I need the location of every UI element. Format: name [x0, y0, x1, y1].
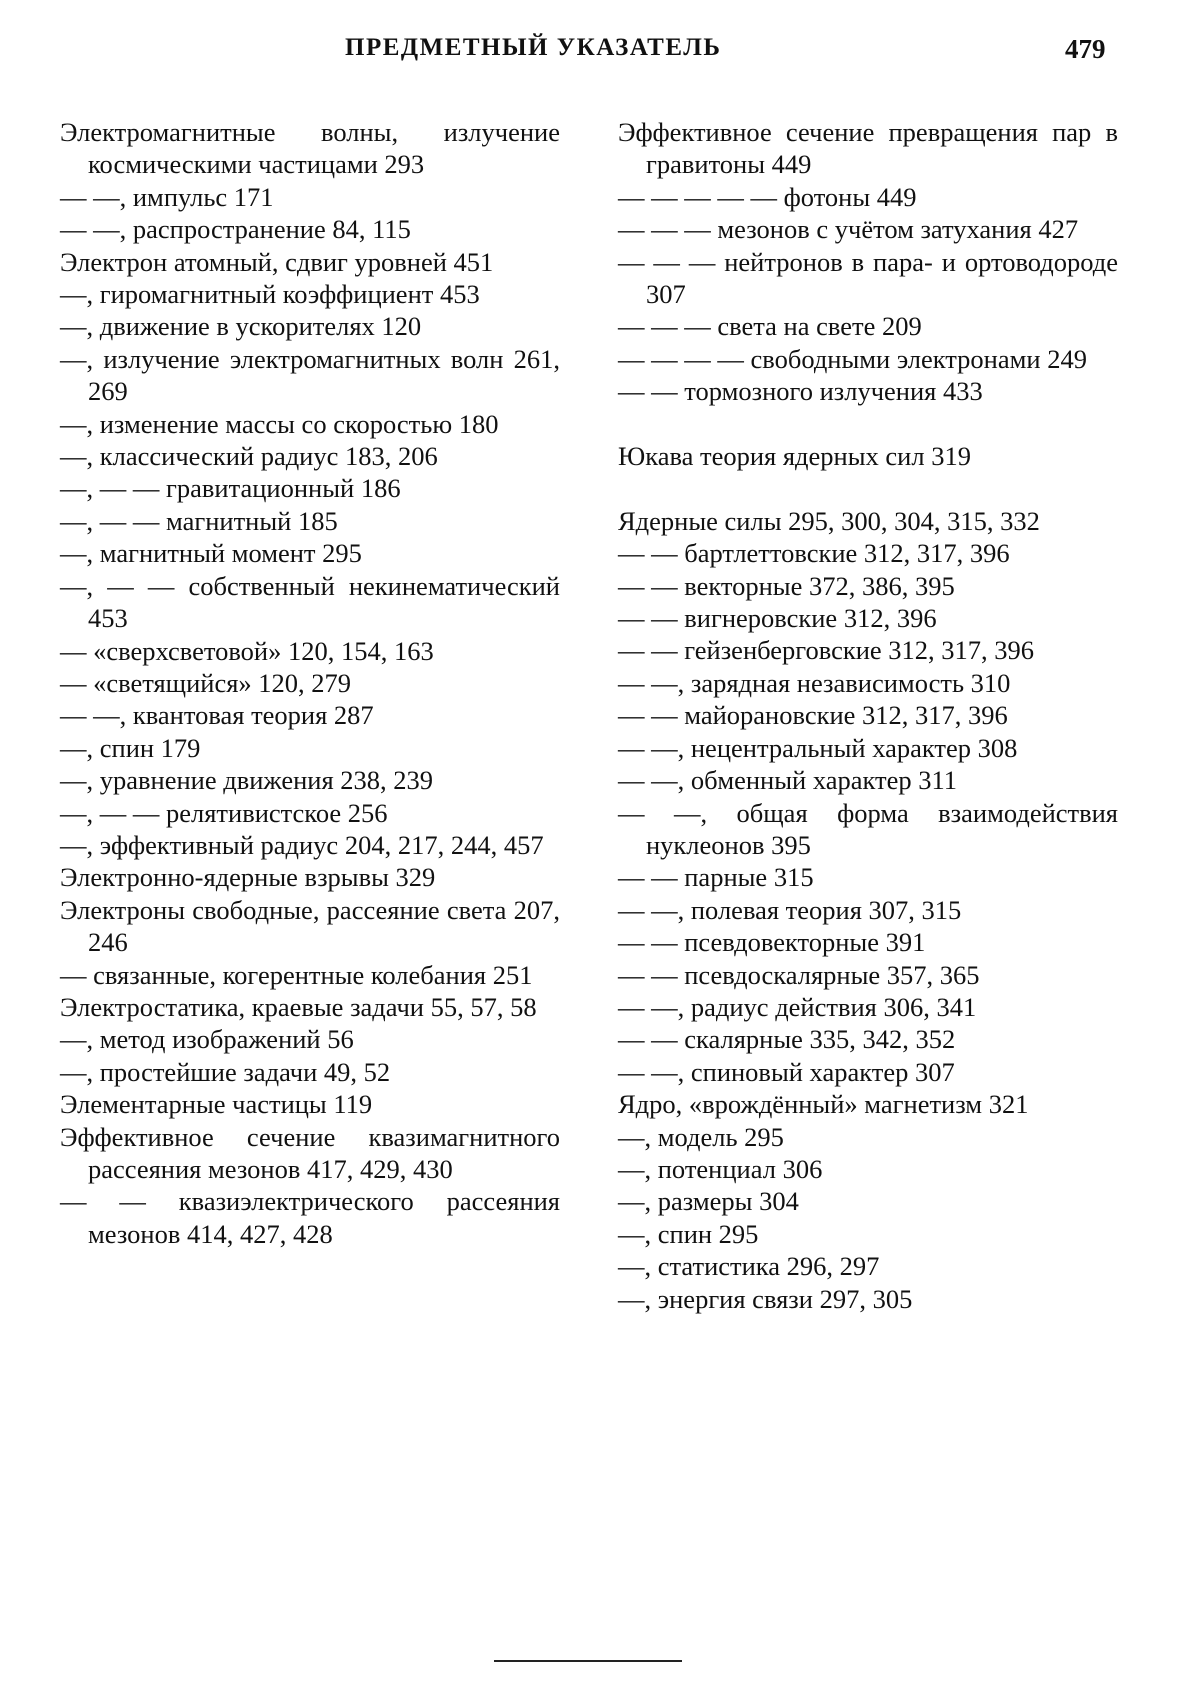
index-entry: Элементарные частицы 119 [60, 1089, 373, 1120]
running-title: ПРЕДМЕТНЫЙ УКАЗАТЕЛЬ [345, 34, 722, 61]
index-entry: —, спин 295 [618, 1218, 759, 1249]
page-header [0, 34, 1200, 74]
index-entry: Электростатика, краевые задачи 55, 57, 58 [60, 991, 537, 1022]
index-entry: Электронно-ядерные взрывы 329 [60, 862, 436, 893]
index-entry: —, потенциал 306 [618, 1153, 823, 1184]
index-entry: —, — — релятивистское 256 [60, 797, 388, 828]
index-entry: —, спин 179 [60, 732, 201, 763]
index-entry: —, энергия связи 297, 305 [618, 1283, 913, 1314]
index-entry: — —, общая форма взаимодействия нуклеонов 395 [618, 797, 1118, 860]
end-rule [494, 1660, 682, 1662]
index-entry: —, уравнение движения 238, 239 [60, 765, 434, 796]
index-entry: — — квазиэлектрического рассеяния мезонов 414, 427, 428 [60, 1186, 560, 1249]
index-entry: — — псевдовекторные 391 [618, 927, 926, 958]
index-entry: — —, квантовая теория 287 [60, 700, 374, 731]
index-entry: — — майорановские 312, 317, 396 [618, 700, 1008, 731]
index-entry: —, гиромагнитный коэффициент 453 [60, 279, 480, 310]
index-entry: — — псевдоскалярные 357, 365 [618, 959, 980, 990]
index-entry: — —, зарядная независимость 310 [618, 667, 1011, 698]
index-entry: — — парные 315 [618, 862, 814, 893]
index-entry: Ядро, «врождённый» магнетизм 321 [618, 1089, 1029, 1120]
page-number: 479 [1065, 34, 1106, 64]
index-entry: — —, нецентральный характер 308 [618, 732, 1018, 763]
index-entry: — —, обменный характер 311 [618, 765, 958, 796]
index-entry: — —, полевая теория 307, 315 [618, 894, 962, 925]
index-entry: —, магнитный момент 295 [60, 538, 362, 569]
index-entry: Ядерные силы 295, 300, 304, 315, 332 [618, 505, 1040, 536]
index-entry: — — — нейтронов в пара- и ортоводороде 307 [618, 246, 1118, 310]
index-entry: —, классический радиус 183, 206 [60, 441, 438, 472]
index-entry: Электрон атомный, сдвиг уровней 451 [60, 246, 494, 277]
index-entry: —, метод изображений 56 [60, 1024, 354, 1055]
index-entry: —, статистика 296, 297 [618, 1251, 880, 1282]
index-entry: — — — — свободными электронами 249 [618, 343, 1087, 374]
index-entry: —, — — гравитационный 186 [60, 473, 401, 504]
index-entry: — «светящийся» 120, 279 [60, 667, 352, 698]
index-entry: —, простейшие задачи 49, 52 [60, 1056, 391, 1087]
index-entry: — —, радиус действия 306, 341 [618, 991, 977, 1022]
index-entry: — — скалярные 335, 342, 352 [618, 1024, 956, 1055]
index-entry: —, движение в ускорителях 120 [60, 311, 422, 342]
index-column-left [60, 116, 560, 1250]
index-entry: —, изменение массы со скоростью 180 [60, 408, 499, 439]
index-entry: — — — — — фотоны 449 [618, 181, 917, 212]
index-entry: — «сверхсветовой» 120, 154, 163 [60, 635, 434, 666]
index-entry: Эффективное сечение превращения пар в гравитоны 449 [618, 117, 1118, 180]
index-entry: —, размеры 304 [618, 1186, 799, 1217]
index-entry: Юкава теория ядерных сил 319 [618, 441, 971, 472]
index-entry: — — гейзенберговские 312, 317, 396 [618, 635, 1035, 666]
index-entry: Электромагнитные волны, излучение космическими частицами 293 [60, 117, 560, 180]
index-entry: — — тормозного излучения 433 [618, 376, 983, 407]
index-column-right [618, 116, 1118, 1315]
index-entry: — связанные, когерентные колебания 251 [60, 959, 533, 990]
index-entry: —, излучение электромагнитных волн 261, 269 [60, 343, 560, 407]
index-entry: — — — света на свете 209 [618, 311, 922, 342]
index-entry: —, модель 295 [618, 1121, 784, 1152]
index-entry: — —, импульс 171 [60, 181, 274, 212]
index-entry: — — бартлеттовские 312, 317, 396 [618, 538, 1010, 569]
index-entry: — —, распространение 84, 115 [60, 214, 411, 245]
index-entry: —, эффективный радиус 204, 217, 244, 457 [60, 829, 544, 860]
index-entry: — — векторные 372, 386, 395 [618, 570, 955, 601]
index-entry: — —, спиновый характер 307 [618, 1056, 955, 1087]
index-entry: Эффективное сечение квазимагнитного рассеяния мезонов 417, 429, 430 [60, 1121, 560, 1184]
index-entry: —, — — собственный некинематический 453 [60, 570, 560, 634]
index-entry: — — — мезонов с учётом затухания 427 [618, 214, 1079, 245]
index-entry: —, — — магнитный 185 [60, 505, 338, 536]
index-entry: — — вигнеровские 312, 396 [618, 603, 937, 634]
index-entry: Электроны свободные, рассеяние света 207, 246 [60, 894, 560, 958]
